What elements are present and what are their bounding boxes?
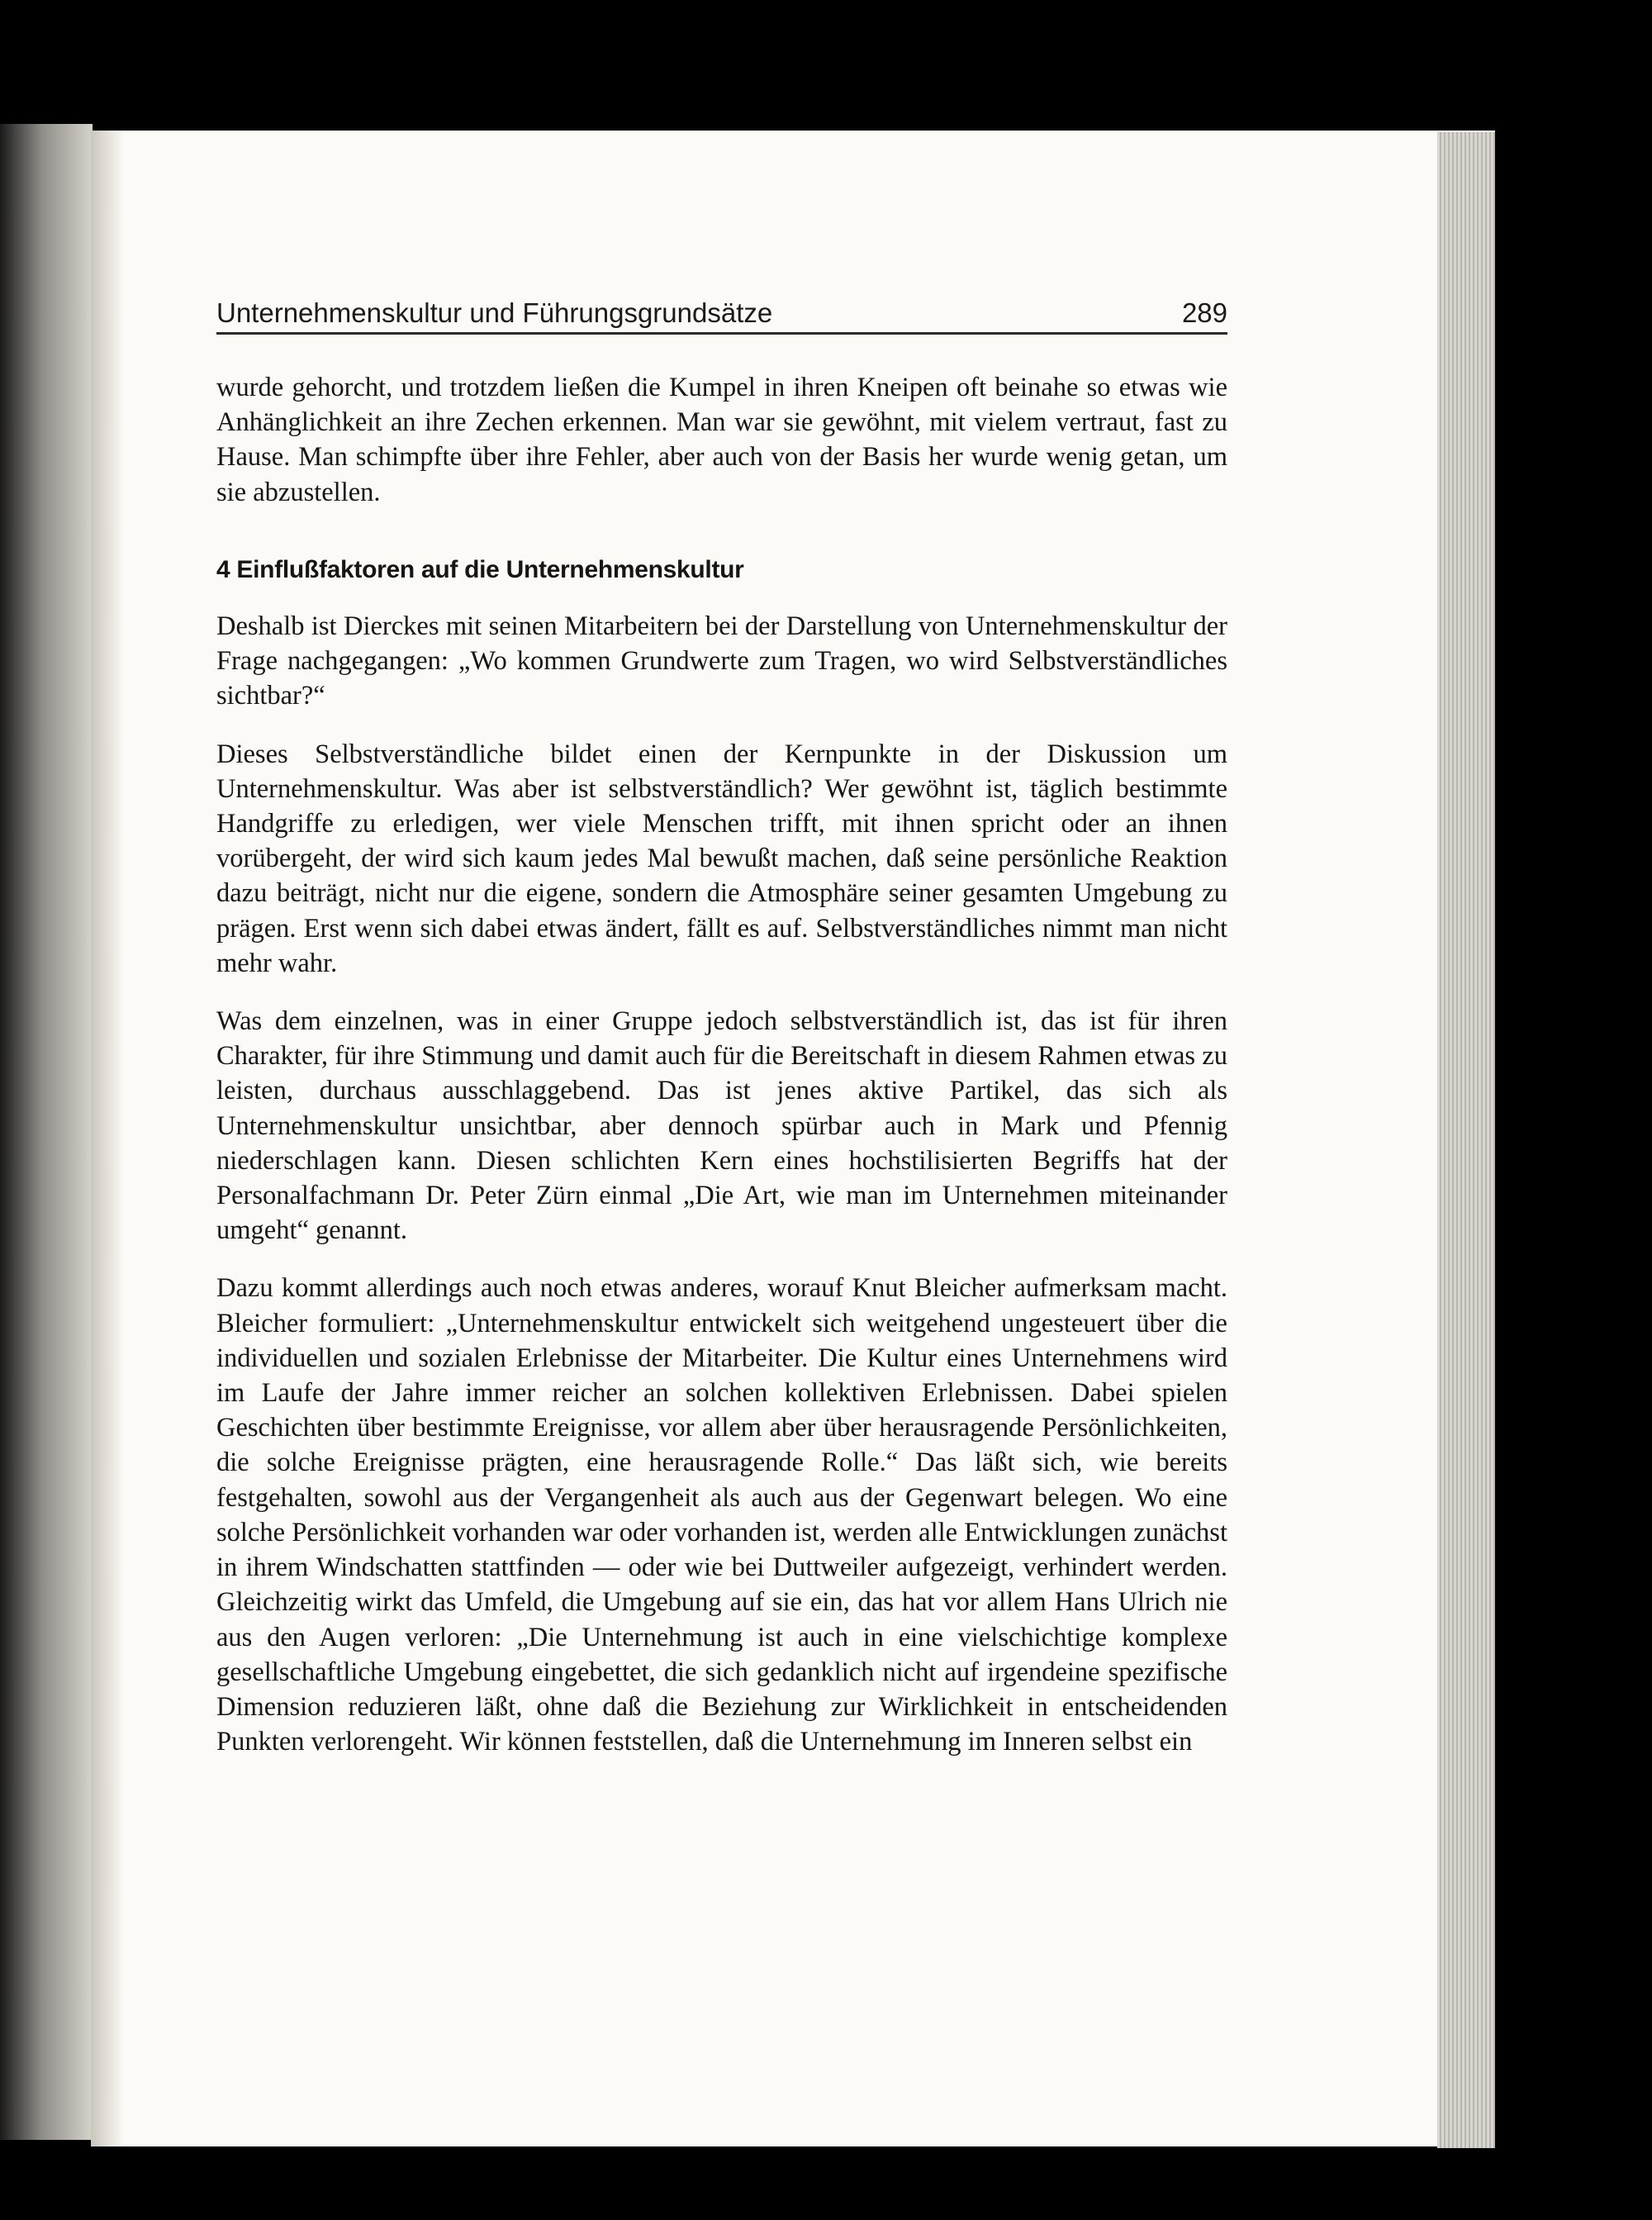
paragraph: Dazu kommt allerdings auch noch etwas anderes, worauf Knut Bleicher aufmerksam macht. Bleicher formuliert: „Unternehmenskultur entwickelt sich weitgehend ungesteuert über die individuellen und sozialen Erlebnisse der Mitarbeiter. Die Kultur eines Unternehmens wird im Laufe der Jahre immer reicher an solchen kollektiven Erlebnissen. Dabei spielen Geschichten über bestimmte Ereignisse, vor allem aber über herausragende Persönlichkeiten, die solche Ereignisse prägten, eine herausragende Rolle.“ Das läßt sich, wie bereits festgehalten, sowohl aus der Vergangenheit als auch aus der Gegenwart belegen. Wo eine solche Persönlichkeit vorhanden war oder vorhanden ist, werden alle Entwicklungen zunächst in ihrem Windschatten stattfinden — oder wie bei Duttweiler aufgezeigt, verhindert werden. Gleichzeitig wirkt das Umfeld, die Umgebung auf sie ein, das hat vor allem Hans Ulrich nie aus den Augen verloren: „Die Unternehmung ist auch in eine vielschichtige komplexe gesellschaftliche Umgebung eingebettet, die sich gedanklich nicht auf irgendeine spezifische Dimension reduzieren läßt, ohne daß die Beziehung zur Wirklichkeit in entscheidenden Punkten verlorengeht. Wir können feststellen, daß die Unternehmung im Inneren selbst ein	[216, 1273, 1227, 1757]
page-number: 289	[1181, 297, 1227, 328]
paragraph-continuation: wurde gehorcht, und trotzdem ließen die Kumpel in ihren Kneipen oft beinahe so etwas wie Anhänglichkeit an ihre Zechen erkennen. Man war sie gewöhnt, mit vielem vertraut, fast zu Hause. Man schimpfte über ihre Fehler, aber auch von der Basis her wurde wenig getan, um sie abzustellen.	[216, 373, 1227, 507]
book-spine-edge	[0, 124, 93, 2140]
paragraph: Deshalb ist Dierckes mit seinen Mitarbeitern bei der Darstellung von Unternehmenskultur der Frage nachgegangen: „Wo kommen Grundwerte zum Tragen, wo wird Selbstverständliches sichtbar?“	[216, 611, 1227, 711]
running-title: Unternehmenskultur und Führungsgrundsätze	[216, 297, 773, 328]
running-header	[216, 279, 1227, 329]
page-gutter-shadow	[91, 131, 124, 2146]
header-rule	[216, 332, 1227, 335]
paragraph: Dieses Selbstverständliche bildet einen der Kernpunkte in der Diskussion um Unternehmenskultur. Was aber ist selbstverständlich? Wer gewöhnt ist, täglich bestimmte Handgriffe zu erledigen, wer viele Menschen trifft, mit ihnen spricht oder an ihnen vorübergeht, der wird sich kaum jedes Mal bewußt machen, daß seine persönliche Reaktion dazu beiträgt, nicht nur die eigene, sondern die Atmosphäre seiner gesamten Umgebung zu prägen. Erst wenn sich dabei etwas ändert, fällt es auf. Selbstverständliches nimmt man nicht mehr wahr.	[216, 739, 1227, 978]
page-stack-edge	[1437, 132, 1495, 2148]
page-body	[216, 370, 1227, 1782]
section-heading: 4 Einflußfaktoren auf die Unternehmenskultur	[216, 555, 744, 583]
paragraph: Was dem einzelnen, was in einer Gruppe jedoch selbstverständlich ist, das ist für ihren Charakter, für ihre Stimmung und damit auch für die Bereitschaft in diesem Rahmen etwas zu leisten, durchaus ausschlaggebend. Das ist jenes aktive Partikel, das sich als Unternehmenskultur unsichtbar, aber dennoch spürbar auch in Mark und Pfennig niederschlagen kann. Diesen schlichten Kern eines hochstilisierten Begriffs hat der Personalfachmann Dr. Peter Zürn einmal „Die Art, wie man im Unternehmen miteinander umgeht“ genannt.	[216, 1006, 1227, 1246]
